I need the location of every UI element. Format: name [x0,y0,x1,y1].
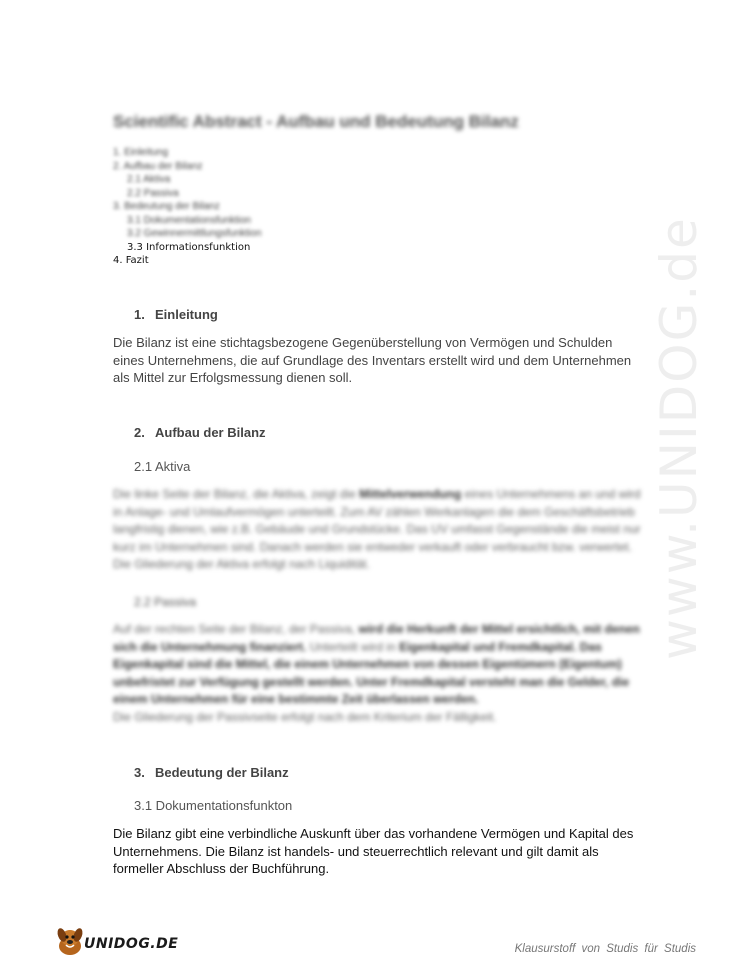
table-of-contents [113,146,262,268]
dog-icon [52,924,88,960]
toc-item: 3. Bedeutung der Bilanz [113,201,220,212]
section-paragraph: Die Bilanz gibt eine verbindliche Auskunft über das vorhandene Vermögen und Kapital des Unternehmens. Die Bilanz ist handels- und steuerrechtlich relevant und gilt damit als formeller Abschluss der Buchführung. [113,826,634,876]
subsection-heading: 3.1 Dokumentationsfunkton [134,798,293,813]
section-title: Bedeutung der Bilanz [155,765,289,780]
section-title: Einleitung [155,307,218,322]
section-number: 3. [134,765,145,780]
toc-item: 2. Aufbau der Bilanz [113,160,203,172]
section-heading [134,765,289,780]
section-paragraph: Die Bilanz ist eine stichtagsbezogene Gegenüberstellung von Vermögen und Schulden eines Unternehmens, die auf Grundlage des Inventars erstellt wird und dem Unternehmen als Mittel zur Erfolgsmessung dienen soll. [113,335,632,385]
section-title: Aufbau der Bilanz [155,425,266,440]
toc-item: 1. Einleitung [113,147,169,158]
logo-text: UNIDOG.DE [84,936,179,952]
subsection-heading: 2.1 Aktiva [134,459,191,474]
section-paragraph: Die linke Seite der Bilanz, die Aktiva, zeigt die Mittelverwendung eines Unternehmens an und wird in Anlage- und Umlaufvermögen unterteilt. Zum AV zählen Werkanlagen die dem Geschäftsbetrieb langfristig dienen, wie z.B. Gebäude und Grundstücke. Das UV umfasst Gegenstände die meist nur kurz im Unternehmen sind. Danach werden sie entweder verkauft oder verbraucht bzw. verwertet. Die Gliederung der Aktiva erfolgt nach Liquidität. [113,487,641,571]
document-title: Scientific Abstract - Aufbau und Bedeutung Bilanz [113,112,519,131]
toc-item: 4. Fazit [113,255,149,266]
unidog-logo [52,924,182,960]
section-number: 1. [134,307,145,322]
toc-item: 3.3 Informationsfunktion [127,241,251,253]
toc-item: 2.1 Aktiva [127,174,171,185]
subsection-heading: 2.2 Passiva [134,595,197,609]
section-heading [134,425,266,440]
section-paragraph: Auf der rechten Seite der Bilanz, der Passiva, wird die Herkunft der Mittel ersichtlich, mit denen sich die Unternehmung finanziert. Unterteilt wird in Eigenkapital und Fremdkapital. Das Eigenkapital sind die Mittel, die einem Unternehmen von dessen Eigentümern (Eigentum) unbefristet zur Verfügung gestellt werden. Unter Fremdkapital versteht man die Gelder, die einem Unternehmen für eine bestimmte Zeit überlassen werden. Die Gliederung der Passivseite erfolgt nach dem Kriterium der Fälligkeit. [113,622,640,724]
section-number: 2. [134,425,145,440]
toc-item: 3.1 Dokumentationsfunktion [127,214,251,226]
section-heading [134,307,218,322]
toc-item: 2.2 Passiva [127,187,179,199]
footer-tagline: Klausurstoff von Studis für Studis [514,943,696,955]
watermark: www.UNIDOG.de [650,216,708,660]
toc-item: 3.2 Gewinnermittlungsfunktion [127,228,262,239]
